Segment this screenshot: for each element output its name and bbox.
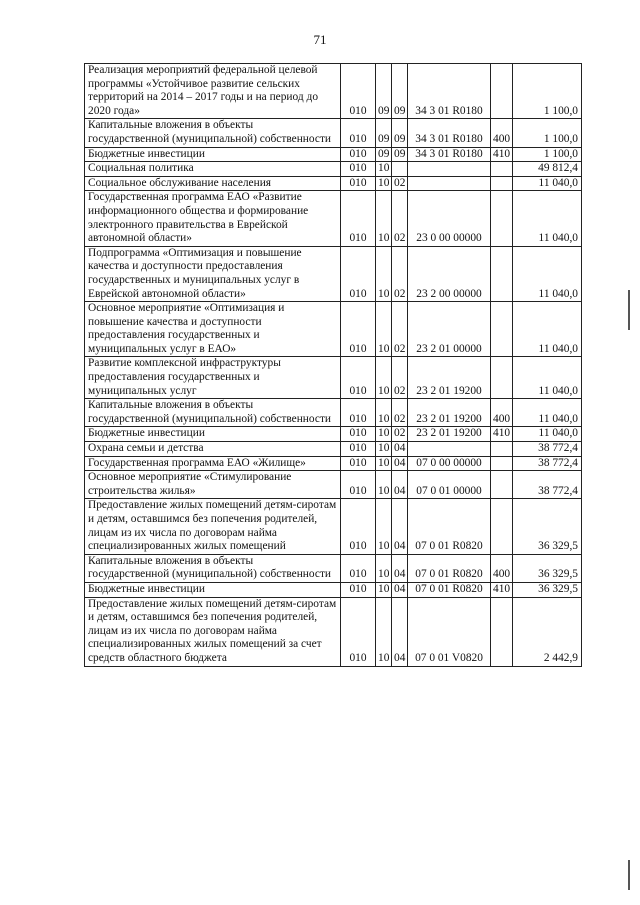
row-target-article-code: 34 3 01 R0180 [408, 64, 491, 119]
table-row [85, 499, 582, 554]
row-target-article-code: 23 2 01 00000 [408, 302, 491, 357]
table-row [85, 597, 582, 666]
row-subsection-code: 04 [392, 582, 408, 597]
row-name: Бюджетные инвестиции [85, 582, 341, 597]
row-glav-code: 010 [341, 162, 376, 177]
row-target-article-code: 07 0 01 R0820 [408, 582, 491, 597]
row-target-article-code: 23 2 00 00000 [408, 246, 491, 301]
row-subsection-code: 04 [392, 554, 408, 582]
row-amount: 11 040,0 [513, 427, 582, 442]
table-row [85, 147, 582, 162]
row-amount: 11 040,0 [513, 246, 582, 301]
row-glav-code: 010 [341, 597, 376, 666]
row-name: Капитальные вложения в объекты государственной (муниципальной) собственности [85, 119, 341, 147]
row-glav-code: 010 [341, 357, 376, 399]
row-subsection-code: 02 [392, 246, 408, 301]
row-amount: 1 100,0 [513, 119, 582, 147]
scan-edge-mark [628, 290, 630, 330]
row-name: Охрана семьи и детства [85, 442, 341, 457]
row-target-article-code [408, 176, 491, 191]
row-subsection-code: 04 [392, 442, 408, 457]
row-expense-type-code: 410 [491, 582, 513, 597]
row-target-article-code: 07 0 01 V0820 [408, 597, 491, 666]
row-expense-type-code [491, 191, 513, 246]
row-glav-code: 010 [341, 456, 376, 471]
row-section-code: 10 [376, 246, 392, 301]
row-subsection-code: 02 [392, 399, 408, 427]
row-name: Основное мероприятие «Стимулирование строительства жилья» [85, 471, 341, 499]
row-amount: 2 442,9 [513, 597, 582, 666]
row-amount: 38 772,4 [513, 471, 582, 499]
row-expense-type-code [491, 499, 513, 554]
row-subsection-code: 02 [392, 357, 408, 399]
row-name: Бюджетные инвестиции [85, 427, 341, 442]
row-glav-code: 010 [341, 499, 376, 554]
row-glav-code: 010 [341, 176, 376, 191]
row-name: Развитие комплексной инфраструктуры предоставления государственных и муниципальных услуг [85, 357, 341, 399]
row-expense-type-code [491, 64, 513, 119]
row-amount: 11 040,0 [513, 176, 582, 191]
row-amount: 36 329,5 [513, 582, 582, 597]
page-number: 71 [313, 32, 327, 47]
row-name: Реализация мероприятий федеральной целевой программы «Устойчивое развитие сельских территорий на 2014 – 2017 годы и на период до 2020 года» [85, 64, 341, 119]
row-amount: 49 812,4 [513, 162, 582, 177]
row-glav-code: 010 [341, 582, 376, 597]
table-row [85, 442, 582, 457]
budget-table [84, 63, 582, 667]
row-subsection-code: 02 [392, 427, 408, 442]
row-section-code: 09 [376, 64, 392, 119]
row-expense-type-code [491, 471, 513, 499]
row-amount: 11 040,0 [513, 399, 582, 427]
row-subsection-code: 09 [392, 147, 408, 162]
row-name: Социальное обслуживание населения [85, 176, 341, 191]
row-name: Бюджетные инвестиции [85, 147, 341, 162]
row-section-code: 10 [376, 554, 392, 582]
row-section-code: 10 [376, 302, 392, 357]
table-row [85, 456, 582, 471]
row-section-code: 10 [376, 191, 392, 246]
row-expense-type-code [491, 162, 513, 177]
row-amount: 11 040,0 [513, 357, 582, 399]
row-target-article-code [408, 162, 491, 177]
row-glav-code: 010 [341, 246, 376, 301]
row-section-code: 10 [376, 399, 392, 427]
row-subsection-code: 04 [392, 456, 408, 471]
table-row [85, 399, 582, 427]
row-amount: 11 040,0 [513, 191, 582, 246]
row-section-code: 10 [376, 456, 392, 471]
row-subsection-code: 09 [392, 119, 408, 147]
row-expense-type-code [491, 357, 513, 399]
row-section-code: 10 [376, 442, 392, 457]
row-target-article-code: 34 3 01 R0180 [408, 147, 491, 162]
row-name: Предоставление жилых помещений детям-сиротам и детям, оставшимся без попечения родителей, лицам из их числа по договорам найма специализированных жилых помещений за счет средств областного бюджета [85, 597, 341, 666]
row-target-article-code: 07 0 01 00000 [408, 471, 491, 499]
row-name: Предоставление жилых помещений детям-сиротам и детям, оставшимся без попечения родителей, лицам из их числа по договорам найма специализированных жилых помещений [85, 499, 341, 554]
row-amount: 1 100,0 [513, 147, 582, 162]
row-expense-type-code [491, 456, 513, 471]
row-expense-type-code: 410 [491, 427, 513, 442]
row-amount: 36 329,5 [513, 499, 582, 554]
row-subsection-code: 04 [392, 471, 408, 499]
table-row [85, 162, 582, 177]
row-expense-type-code: 400 [491, 399, 513, 427]
row-name: Государственная программа ЕАО «Жилище» [85, 456, 341, 471]
row-target-article-code: 23 2 01 19200 [408, 357, 491, 399]
row-target-article-code: 07 0 00 00000 [408, 456, 491, 471]
row-subsection-code: 09 [392, 64, 408, 119]
row-section-code: 10 [376, 471, 392, 499]
row-expense-type-code [491, 246, 513, 301]
table-row [85, 302, 582, 357]
row-section-code: 10 [376, 427, 392, 442]
table-row [85, 246, 582, 301]
row-glav-code: 010 [341, 427, 376, 442]
row-expense-type-code [491, 176, 513, 191]
row-glav-code: 010 [341, 471, 376, 499]
row-name: Капитальные вложения в объекты государственной (муниципальной) собственности [85, 554, 341, 582]
row-section-code: 10 [376, 582, 392, 597]
row-target-article-code: 23 0 00 00000 [408, 191, 491, 246]
table-row [85, 64, 582, 119]
row-subsection-code: 04 [392, 597, 408, 666]
row-subsection-code: 02 [392, 191, 408, 246]
row-subsection-code: 02 [392, 302, 408, 357]
row-glav-code: 010 [341, 191, 376, 246]
row-glav-code: 010 [341, 119, 376, 147]
row-section-code: 10 [376, 162, 392, 177]
scan-edge-mark [628, 860, 630, 890]
table-row [85, 119, 582, 147]
row-target-article-code: 07 0 01 R0820 [408, 554, 491, 582]
row-subsection-code [392, 162, 408, 177]
row-target-article-code: 23 2 01 19200 [408, 399, 491, 427]
row-expense-type-code [491, 442, 513, 457]
row-amount: 38 772,4 [513, 442, 582, 457]
row-target-article-code [408, 442, 491, 457]
row-glav-code: 010 [341, 399, 376, 427]
table-row [85, 471, 582, 499]
row-target-article-code: 07 0 01 R0820 [408, 499, 491, 554]
table-row [85, 582, 582, 597]
row-amount: 1 100,0 [513, 64, 582, 119]
row-amount: 36 329,5 [513, 554, 582, 582]
row-subsection-code: 04 [392, 499, 408, 554]
row-section-code: 09 [376, 119, 392, 147]
row-name: Государственная программа ЕАО «Развитие информационного общества и формирование электронного правительства в Еврейской автономной области» [85, 191, 341, 246]
row-expense-type-code: 400 [491, 119, 513, 147]
row-section-code: 10 [376, 357, 392, 399]
row-amount: 38 772,4 [513, 456, 582, 471]
row-expense-type-code: 400 [491, 554, 513, 582]
row-glav-code: 010 [341, 442, 376, 457]
row-glav-code: 010 [341, 64, 376, 119]
row-expense-type-code [491, 302, 513, 357]
table-row [85, 357, 582, 399]
row-name: Капитальные вложения в объекты государственной (муниципальной) собственности [85, 399, 341, 427]
row-name: Основное мероприятие «Оптимизация и повышение качества и доступности предоставления государственных и муниципальных услуг в ЕАО» [85, 302, 341, 357]
row-name: Социальная политика [85, 162, 341, 177]
row-target-article-code: 23 2 01 19200 [408, 427, 491, 442]
row-section-code: 10 [376, 597, 392, 666]
row-section-code: 10 [376, 176, 392, 191]
table-row [85, 191, 582, 246]
row-section-code: 10 [376, 499, 392, 554]
row-name: Подпрограмма «Оптимизация и повышение качества и доступности предоставления государственных и муниципальных услуг в Еврейской автономной области» [85, 246, 341, 301]
row-glav-code: 010 [341, 302, 376, 357]
table-row [85, 176, 582, 191]
row-glav-code: 010 [341, 147, 376, 162]
row-expense-type-code [491, 597, 513, 666]
row-section-code: 09 [376, 147, 392, 162]
row-glav-code: 010 [341, 554, 376, 582]
table-row [85, 427, 582, 442]
row-target-article-code: 34 3 01 R0180 [408, 119, 491, 147]
table-row [85, 554, 582, 582]
row-amount: 11 040,0 [513, 302, 582, 357]
row-expense-type-code: 410 [491, 147, 513, 162]
row-subsection-code: 02 [392, 176, 408, 191]
